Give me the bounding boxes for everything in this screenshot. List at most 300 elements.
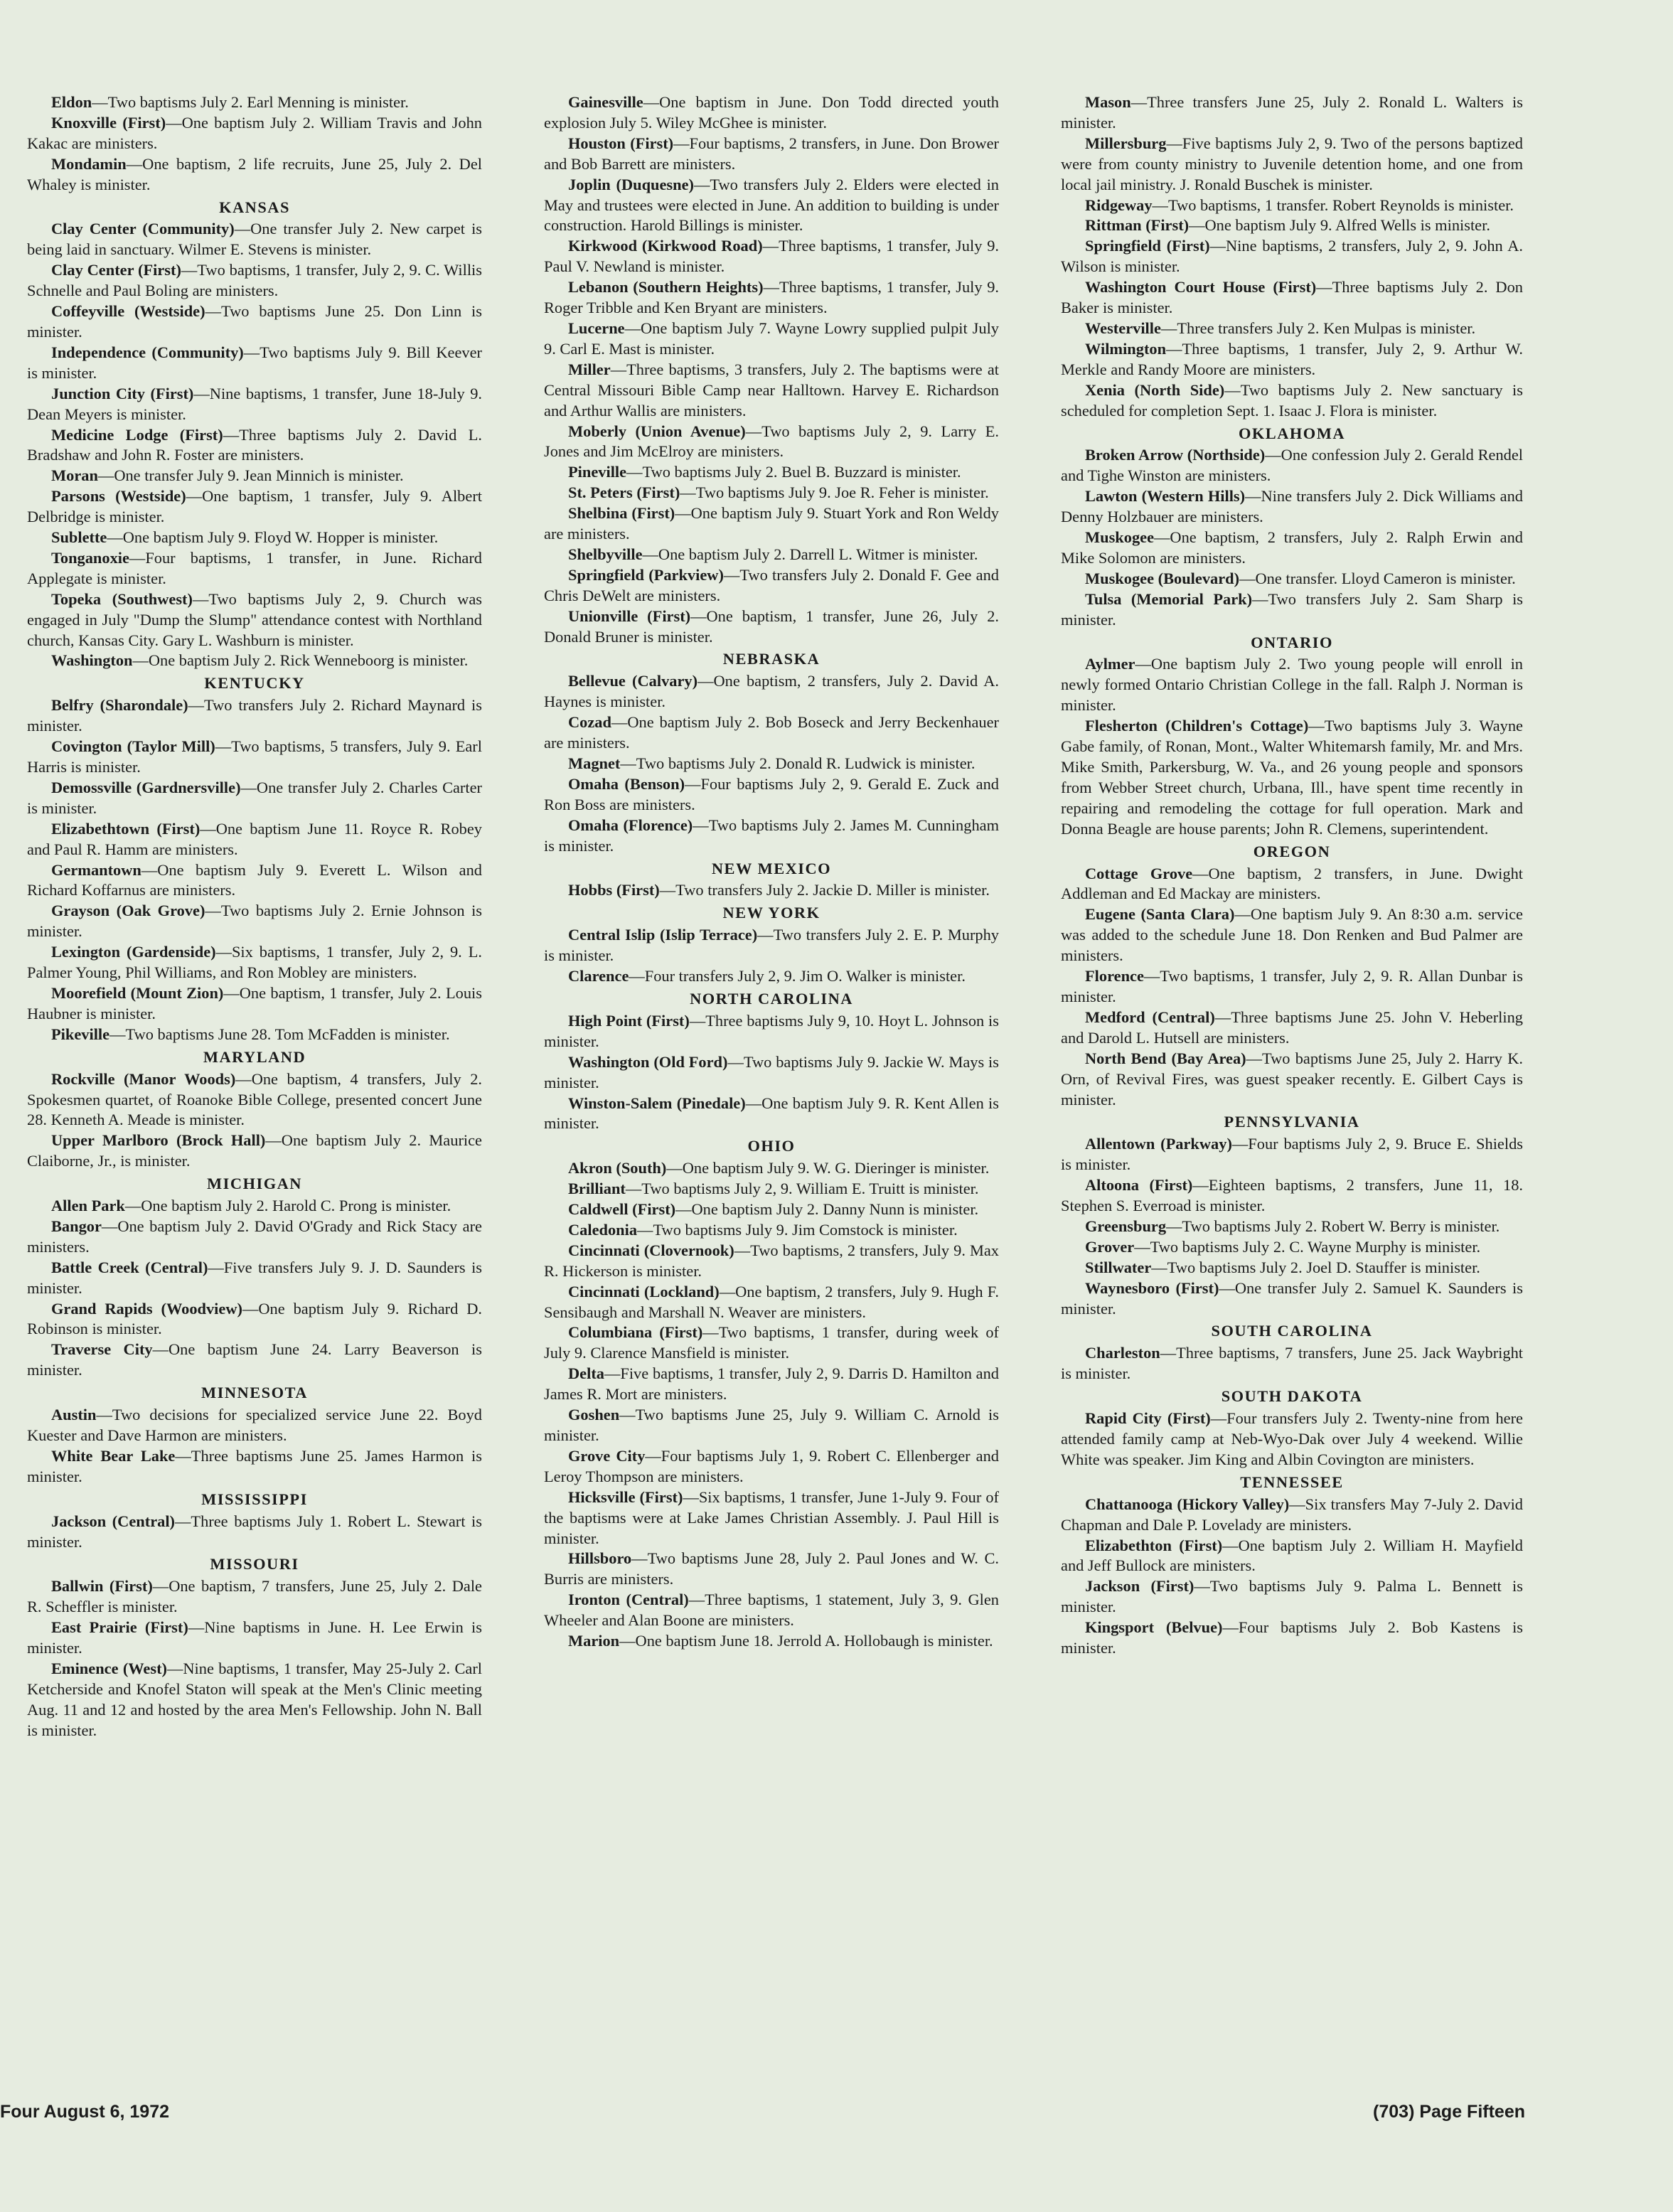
church-report xyxy=(27,486,482,528)
church-report xyxy=(544,1487,999,1549)
church-report xyxy=(1061,1278,1523,1320)
em-dash: — xyxy=(685,774,701,793)
report-text: One transfer July 9. Jean Minnich is minister. xyxy=(114,466,404,485)
church-name: Westerville xyxy=(1085,319,1161,337)
em-dash: — xyxy=(680,483,696,502)
church-report xyxy=(544,565,999,607)
report-text: Four transfers July 2. Twenty-nine from here attended family camp at Neb-Wyo-Dak over July 4 weekend. Willie White was speaker. Jim King and Albin Covington are ministers. xyxy=(1061,1409,1523,1468)
church-report xyxy=(544,92,999,134)
report-text: Three baptisms, 1 statement, July 3, 9. Glen Wheeler and Alan Boone are ministers. xyxy=(544,1591,999,1630)
church-report xyxy=(544,712,999,754)
church-name: Lexington (Gardenside) xyxy=(51,943,216,961)
report-text: One baptism July 9. R. Kent Allen is minister. xyxy=(544,1094,999,1133)
em-dash: — xyxy=(132,651,149,670)
em-dash: — xyxy=(643,93,660,111)
church-name: Pineville xyxy=(568,463,627,481)
report-text: One baptism in June. Don Todd directed youth explosion July 5. Wiley McGhee is minister. xyxy=(544,93,999,132)
report-text: Two baptisms July 2, 9. Larry E. Jones and Jim McElroy are ministers. xyxy=(544,422,1000,461)
church-name: Belfry (Sharondale) xyxy=(51,696,188,715)
state-heading: NEW YORK xyxy=(722,904,821,922)
church-name: Caledonia xyxy=(568,1220,638,1239)
church-name: Millersburg xyxy=(1085,134,1167,152)
church-name: Allen Park xyxy=(51,1197,125,1215)
report-text: Two decisions for specialized service June 22. Boyd Kuester and Dave Harmon are ministers. xyxy=(27,1406,482,1444)
report-text: Two transfers July 2. Sam Sharp is minister. xyxy=(1061,589,1524,629)
report-text: Five baptisms July 2, 9. Two of the persons baptized were from county ministry to Juvenile detention home, and one from local jail ministry. J. Ronald Buschek is minister. xyxy=(1061,134,1523,193)
church-name: Eldon xyxy=(51,93,92,111)
report-text: Two transfers July 2. Donald F. Gee and Chris DeWelt are ministers. xyxy=(544,565,999,604)
church-name: Caldwell (First) xyxy=(568,1200,676,1219)
em-dash: — xyxy=(727,1052,744,1071)
church-report xyxy=(27,1576,482,1618)
church-name: Lawton (Western Hills) xyxy=(1085,487,1246,506)
church-name: Battle Creek (Central) xyxy=(51,1258,208,1276)
church-report xyxy=(544,1405,999,1446)
report-text: Three baptisms, 1 transfer, July 2, 9. Arthur W. Merkle and Randy Moore are ministers. xyxy=(1061,339,1523,378)
church-report xyxy=(27,301,482,343)
em-dash: — xyxy=(631,1549,648,1568)
em-dash: — xyxy=(188,1618,205,1637)
footer-page-number: (703) Page Fifteen xyxy=(1373,2102,1525,2122)
report-text: One baptism, 2 transfers, July 9. Hugh F. Sensibaugh and Marshall N. Weaver are ministers. xyxy=(544,1282,999,1321)
em-dash: — xyxy=(152,1577,169,1596)
church-name: Hillsboro xyxy=(568,1549,632,1568)
em-dash: — xyxy=(167,1659,183,1677)
church-name: Junction City (First) xyxy=(51,384,194,402)
church-name: Aylmer xyxy=(1085,655,1135,673)
report-text: Three baptisms July 2. Don Baker is minister. xyxy=(1061,278,1523,317)
em-dash: — xyxy=(1192,1176,1209,1195)
church-report xyxy=(1061,528,1523,569)
church-report xyxy=(544,1631,999,1652)
church-name: Joplin (Duquesne) xyxy=(568,175,694,193)
em-dash: — xyxy=(1316,278,1332,296)
em-dash: — xyxy=(734,1241,751,1259)
church-report xyxy=(27,1217,482,1258)
church-report xyxy=(544,1446,999,1487)
church-name: Charleston xyxy=(1085,1344,1160,1362)
church-report xyxy=(544,1179,999,1199)
report-text: One baptism, 2 transfers, July 2. Ralph Erwin and Mike Solomon are ministers. xyxy=(1061,528,1523,567)
church-report xyxy=(544,754,999,774)
state-heading: OKLAHOMA xyxy=(1238,424,1346,442)
em-dash: — xyxy=(1131,93,1148,111)
church-report xyxy=(1061,654,1523,716)
report-text: One baptism July 9. Stuart York and Ron Weldy are ministers. xyxy=(544,504,1000,543)
em-dash: — xyxy=(723,565,740,584)
report-text: One baptism July 9. Alfred Wells is minister. xyxy=(1204,216,1490,235)
em-dash: — xyxy=(642,545,658,563)
report-text: One baptism July 9. Everett L. Wilson and Richard Koffarnus are ministers. xyxy=(27,860,482,899)
church-name: Clay Center (Community) xyxy=(51,220,235,238)
em-dash: — xyxy=(1143,967,1160,985)
church-name: Hicksville (First) xyxy=(568,1487,683,1506)
state-heading: MICHIGAN xyxy=(207,1175,302,1193)
church-report xyxy=(27,901,482,942)
church-name: Kirkwood (Kirkwood Road) xyxy=(568,237,763,255)
church-report xyxy=(544,1199,999,1220)
em-dash: — xyxy=(675,1200,692,1219)
report-text: Two baptisms June 25, July 9. William C. Arnold is minister. xyxy=(544,1406,999,1444)
church-report xyxy=(1061,1049,1523,1111)
report-text: Two baptisms July 2. C. Wayne Murphy is minister. xyxy=(1150,1237,1481,1256)
em-dash: — xyxy=(1219,1278,1235,1297)
church-name: Rockville (Manor Woods) xyxy=(51,1069,236,1088)
em-dash: — xyxy=(240,778,257,796)
church-name: Unionville (First) xyxy=(568,607,691,625)
report-text: Six transfers May 7-July 2. David Chapman and Dale P. Lovelady are ministers. xyxy=(1061,1495,1523,1534)
church-name: Bellevue (Calvary) xyxy=(568,672,698,690)
church-report xyxy=(544,880,999,901)
church-report xyxy=(27,1512,482,1553)
church-name: Washington (Old Ford) xyxy=(568,1052,728,1071)
report-text: Two baptisms July 2. James M. Cunningham is minister. xyxy=(544,816,999,855)
report-text: One baptism July 9. An 8:30 a.m. service was added to the schedule June 18. Don Renken and Bud Palmer are ministers. xyxy=(1061,905,1523,965)
report-text: Two baptisms July 9. Jim Comstock is minister. xyxy=(653,1220,958,1239)
church-report xyxy=(27,1340,482,1381)
church-report xyxy=(544,1241,999,1282)
church-report xyxy=(27,1618,482,1659)
church-name: Flesherton (Children's Cottage) xyxy=(1085,717,1309,735)
church-report xyxy=(544,1011,999,1052)
church-name: Cincinnati (Lockland) xyxy=(568,1282,720,1300)
church-report xyxy=(1061,1237,1523,1258)
report-text: Two baptisms, 1 transfer, July 2, 9. R. Allan Dunbar is minister. xyxy=(1061,967,1523,1005)
em-dash: — xyxy=(1151,1258,1167,1276)
em-dash: — xyxy=(92,93,108,111)
church-report xyxy=(27,737,482,778)
church-report xyxy=(544,422,999,463)
church-report xyxy=(27,695,482,737)
report-text: Two baptisms June 25. Don Linn is minister. xyxy=(27,302,482,341)
church-report xyxy=(1061,486,1523,528)
church-report xyxy=(1061,339,1523,380)
church-name: Houston (First) xyxy=(568,134,674,152)
church-name: Miller xyxy=(568,360,611,378)
column-2 xyxy=(544,92,999,1652)
em-dash: — xyxy=(1160,319,1177,337)
report-text: One baptism July 2. David O'Grady and Rick Stacy are ministers. xyxy=(27,1217,482,1256)
church-name: Ridgeway xyxy=(1085,196,1153,214)
church-name: Mondamin xyxy=(51,154,127,173)
church-name: Central Islip (Islip Terrace) xyxy=(568,926,758,944)
church-report xyxy=(544,774,999,816)
report-text: Two baptisms July 2, 9. William E. Truitt is minister. xyxy=(641,1180,979,1198)
report-text: Three baptisms July 1. Robert L. Stewart is minister. xyxy=(27,1512,482,1551)
em-dash: — xyxy=(235,1069,252,1088)
church-report xyxy=(1061,277,1523,319)
church-name: St. Peters (First) xyxy=(568,483,680,502)
church-name: Muskogee xyxy=(1085,528,1155,547)
em-dash: — xyxy=(1154,528,1170,547)
report-text: Three baptisms, 1 transfer, July 9. Roger Tribble and Ken Bryant are ministers. xyxy=(544,278,999,317)
state-heading: KANSAS xyxy=(219,198,290,216)
em-dash: — xyxy=(1265,446,1281,464)
church-report xyxy=(1061,92,1523,134)
state-heading: ONTARIO xyxy=(1251,633,1333,651)
church-name: Lebanon (Southern Heights) xyxy=(568,278,764,296)
church-report xyxy=(1061,445,1523,486)
church-name: Austin xyxy=(51,1406,97,1424)
em-dash: — xyxy=(124,1197,141,1215)
state-heading: MINNESOTA xyxy=(201,1384,308,1402)
church-report xyxy=(27,1196,482,1217)
report-text: Two baptisms, 1 transfer, July 2, 9. C. Willis Schnelle and Paul Boling are ministers. xyxy=(27,261,482,300)
em-dash: — xyxy=(693,816,709,834)
church-name: Hobbs (First) xyxy=(568,881,660,899)
em-dash: — xyxy=(1214,1008,1231,1026)
church-report xyxy=(1061,1258,1523,1278)
church-report xyxy=(544,816,999,857)
church-name: Grover xyxy=(1085,1237,1135,1256)
church-report xyxy=(27,343,482,384)
em-dash: — xyxy=(205,902,221,920)
church-report xyxy=(544,360,999,422)
state-heading: NORTH CAROLINA xyxy=(690,989,853,1008)
report-text: Three baptisms, 1 transfer, July 9. Paul V. Newland is minister. xyxy=(544,237,1000,276)
church-name: Independence (Community) xyxy=(51,343,244,361)
church-report xyxy=(544,925,999,966)
church-report xyxy=(544,134,999,175)
em-dash: — xyxy=(619,1632,636,1650)
church-name: Medford (Central) xyxy=(1085,1008,1215,1026)
church-name: Chattanooga (Hickory Valley) xyxy=(1085,1495,1290,1513)
church-name: Upper Marlboro (Brock Hall) xyxy=(51,1131,266,1150)
church-name: Medicine Lodge (First) xyxy=(51,425,223,444)
em-dash: — xyxy=(223,425,240,444)
church-name: Covington (Taylor Mill) xyxy=(51,737,215,756)
church-report xyxy=(1061,1343,1523,1384)
report-text: One baptism, 2 life recruits, June 25, July 2. Del Whaley is minister. xyxy=(27,154,482,193)
em-dash: — xyxy=(1160,1344,1177,1362)
church-name: Stillwater xyxy=(1085,1258,1152,1276)
report-text: One baptism July 9. W. G. Dieringer is minister. xyxy=(682,1159,990,1177)
em-dash: — xyxy=(1222,1536,1239,1554)
em-dash: — xyxy=(1134,1237,1150,1256)
church-report xyxy=(1061,236,1523,277)
em-dash: — xyxy=(175,1446,191,1465)
report-text: One baptism June 24. Larry Beaverson is minister. xyxy=(27,1340,482,1379)
church-name: Brilliant xyxy=(568,1180,626,1198)
church-name: Rapid City (First) xyxy=(1085,1409,1211,1428)
em-dash: — xyxy=(689,1011,706,1030)
church-name: Rittman (First) xyxy=(1085,216,1190,235)
report-text: Four baptisms July 2. Bob Kastens is minister. xyxy=(1061,1618,1524,1657)
state-heading: MISSISSIPPI xyxy=(201,1490,308,1508)
church-name: Ironton (Central) xyxy=(568,1591,689,1609)
church-report xyxy=(1061,864,1523,905)
report-text: Two baptisms July 2. Robert W. Berry is minister. xyxy=(1182,1217,1500,1235)
church-name: Marion xyxy=(568,1632,620,1650)
church-name: Springfield (Parkview) xyxy=(568,565,724,584)
report-text: One transfer July 2. New carpet is being laid in sanctuary. Wilmer E. Stevens is minister. xyxy=(27,220,482,259)
em-dash: — xyxy=(626,463,643,481)
report-text: One baptism July 2. Darrell L. Witmer is minister. xyxy=(658,545,978,563)
em-dash: — xyxy=(215,737,232,756)
church-name: Topeka (Southwest) xyxy=(51,589,193,608)
em-dash: — xyxy=(611,713,628,732)
church-report xyxy=(1061,215,1523,236)
church-name: Wilmington xyxy=(1085,339,1167,358)
report-text: Two baptisms June 28, July 2. Paul Jones and W. C. Burris are ministers. xyxy=(544,1549,999,1588)
church-report xyxy=(27,1446,482,1487)
church-report xyxy=(27,651,482,671)
church-name: Springfield (First) xyxy=(1085,237,1210,255)
church-name: White Bear Lake xyxy=(51,1446,176,1465)
report-text: Two baptisms July 3. Wayne Gabe family, of Ronan, Mont., Walter Whitemarsh family, Mr. and Mrs. Mike Smith, Parkersburg, W. Va., and 26 young people and sponsors from Webber Street church, Urbana, Ill., have spent time recently in repairing and remodeling the cottage for full operation. Mark and Donna Beagle are house parents; John R. Clemens, superintendent. xyxy=(1061,717,1523,838)
report-text: One transfer. Lloyd Cameron is minister. xyxy=(1255,569,1516,587)
report-text: Three baptisms July 2. David L. Bradshaw and John R. Foster are ministers. xyxy=(27,425,483,464)
em-dash: — xyxy=(604,1364,621,1383)
em-dash: — xyxy=(659,881,676,899)
church-name: Moran xyxy=(51,466,98,485)
em-dash: — xyxy=(242,1299,259,1318)
em-dash: — xyxy=(1209,237,1226,255)
em-dash: — xyxy=(675,504,691,523)
em-dash: — xyxy=(745,1094,762,1112)
em-dash: — xyxy=(265,1131,282,1150)
em-dash: — xyxy=(234,220,251,238)
em-dash: — xyxy=(1289,1495,1305,1513)
church-report xyxy=(544,1052,999,1094)
report-text: Two baptisms July 9. Joe R. Feher is minister. xyxy=(695,483,989,502)
em-dash: — xyxy=(620,754,636,772)
church-report xyxy=(1061,1618,1523,1659)
state-heading: PENNSYLVANIA xyxy=(1224,1113,1360,1131)
church-report xyxy=(27,819,482,860)
report-text: Two baptisms June 28. Tom McFadden is minister. xyxy=(125,1025,450,1043)
church-name: Xenia (North Side) xyxy=(1085,380,1225,399)
report-text: Five baptisms, 1 transfer, July 2, 9. Darris D. Hamilton and James R. Mort are ministers. xyxy=(544,1364,999,1404)
church-name: Jackson (Central) xyxy=(51,1512,176,1530)
church-name: Ballwin (First) xyxy=(51,1577,153,1596)
church-name: Winston-Salem (Pinedale) xyxy=(568,1094,746,1112)
church-report xyxy=(544,462,999,483)
state-heading: TENNESSEE xyxy=(1240,1473,1344,1491)
report-text: Two baptisms, 5 transfers, July 9. Earl Harris is minister. xyxy=(27,737,482,776)
report-text: Three baptisms June 25. James Harmon is minister. xyxy=(27,1446,482,1485)
state-heading: MISSOURI xyxy=(210,1555,299,1573)
report-text: One baptism July 2. Harold C. Prong is minister. xyxy=(141,1197,451,1215)
em-dash: — xyxy=(697,672,714,690)
footer-date: Four August 6, 1972 xyxy=(0,2102,170,2122)
report-text: Two baptisms, 1 transfer. Robert Reynolds is minister. xyxy=(1167,196,1514,214)
church-report xyxy=(1061,1217,1523,1237)
em-dash: — xyxy=(175,1512,191,1530)
church-report xyxy=(544,1282,999,1323)
church-name: Florence xyxy=(1085,967,1144,985)
report-text: Two baptisms July 2. Donald R. Ludwick is minister. xyxy=(636,754,976,772)
church-report xyxy=(1061,904,1523,966)
em-dash: — xyxy=(181,261,198,279)
church-report xyxy=(27,1258,482,1299)
church-report xyxy=(27,113,482,154)
em-dash: — xyxy=(1239,569,1256,587)
em-dash: — xyxy=(101,1217,118,1235)
church-report xyxy=(544,1158,999,1179)
em-dash: — xyxy=(1135,655,1151,673)
church-report xyxy=(27,1131,482,1172)
em-dash: — xyxy=(1252,589,1268,608)
church-report xyxy=(27,1405,482,1446)
church-name: Tulsa (Memorial Park) xyxy=(1085,589,1253,608)
church-name: Waynesboro (First) xyxy=(1085,1278,1219,1297)
church-name: Bangor xyxy=(51,1217,102,1235)
report-text: Two baptisms July 2. Earl Menning is minister. xyxy=(107,93,409,111)
church-name: Jackson (First) xyxy=(1085,1577,1194,1596)
report-text: One baptism, 1 transfer, July 9. Albert Delbridge is minister. xyxy=(27,487,482,526)
em-dash: — xyxy=(1189,216,1205,235)
column-1 xyxy=(27,92,482,1741)
em-dash: — xyxy=(1166,339,1182,358)
state-heading: SOUTH DAKOTA xyxy=(1221,1387,1363,1406)
report-text: One transfer July 2. Charles Carter is minister. xyxy=(27,778,483,817)
em-dash: — xyxy=(1194,1577,1210,1596)
church-report xyxy=(1061,1175,1523,1217)
em-dash: — xyxy=(141,860,158,879)
em-dash: — xyxy=(673,134,690,152)
church-name: Cozad xyxy=(568,713,611,732)
church-name: Coffeyville (Westside) xyxy=(51,302,205,321)
report-text: Two transfers July 2. E. P. Murphy is minister. xyxy=(544,926,999,965)
church-report xyxy=(27,942,482,983)
em-dash: — xyxy=(1245,487,1261,506)
church-name: Clay Center (First) xyxy=(51,261,181,279)
church-report xyxy=(1061,1409,1523,1470)
em-dash: — xyxy=(205,302,221,321)
church-name: Demossville (Gardnersville) xyxy=(51,778,241,796)
report-text: One confession July 2. Gerald Rendel and Tighe Winston are ministers. xyxy=(1061,446,1524,485)
church-report xyxy=(27,528,482,548)
report-text: One baptism, 1 transfer, June 26, July 2. Donald Bruner is minister. xyxy=(544,607,999,646)
report-text: One baptism July 2. Danny Nunn is minister. xyxy=(691,1200,979,1219)
em-dash: — xyxy=(745,422,762,440)
em-dash: — xyxy=(702,1323,719,1342)
report-text: Three baptisms June 25. John V. Heberling and Darold L. Hutsell are ministers. xyxy=(1061,1008,1523,1047)
em-dash: — xyxy=(126,154,143,173)
em-dash: — xyxy=(762,237,779,255)
church-report xyxy=(1061,134,1523,196)
church-report xyxy=(544,503,999,545)
report-text: Four baptisms July 2, 9. Gerald E. Zuck and Ron Boss are ministers. xyxy=(544,774,1000,813)
church-report xyxy=(1061,1536,1523,1577)
church-name: Moorefield (Mount Zion) xyxy=(51,983,224,1002)
church-name: Mason xyxy=(1085,93,1131,111)
church-report xyxy=(544,1590,999,1631)
state-heading: SOUTH CAROLINA xyxy=(1211,1322,1373,1340)
church-report xyxy=(27,589,482,651)
em-dash: — xyxy=(152,1340,169,1359)
church-name: Grove City xyxy=(568,1446,646,1465)
em-dash: — xyxy=(96,1406,112,1424)
church-name: Goshen xyxy=(568,1406,620,1424)
church-report xyxy=(1061,380,1523,422)
em-dash: — xyxy=(645,1446,661,1465)
church-report xyxy=(544,1364,999,1405)
church-report xyxy=(27,384,482,425)
report-text: Three baptisms July 9, 10. Hoyt L. Johnson is minister. xyxy=(544,1011,999,1050)
report-text: Four baptisms July 2, 9. Bruce E. Shields is minister. xyxy=(1061,1135,1523,1174)
em-dash: — xyxy=(1166,1217,1182,1235)
church-name: Cincinnati (Clovernook) xyxy=(568,1241,734,1259)
church-report xyxy=(27,154,482,196)
em-dash: — xyxy=(200,819,216,838)
report-text: Nine baptisms, 1 transfer, June 18-July 9. Dean Meyers is minister. xyxy=(27,384,482,423)
church-name: Clarence xyxy=(568,967,629,985)
report-text: One baptism July 2. William H. Mayfield and Jeff Bullock are ministers. xyxy=(1061,1536,1523,1575)
report-text: Four baptisms July 1, 9. Robert C. Ellenberger and Leroy Thompson are ministers. xyxy=(544,1446,999,1485)
report-text: Two baptisms July 2. Ernie Johnson is minister. xyxy=(27,902,483,941)
